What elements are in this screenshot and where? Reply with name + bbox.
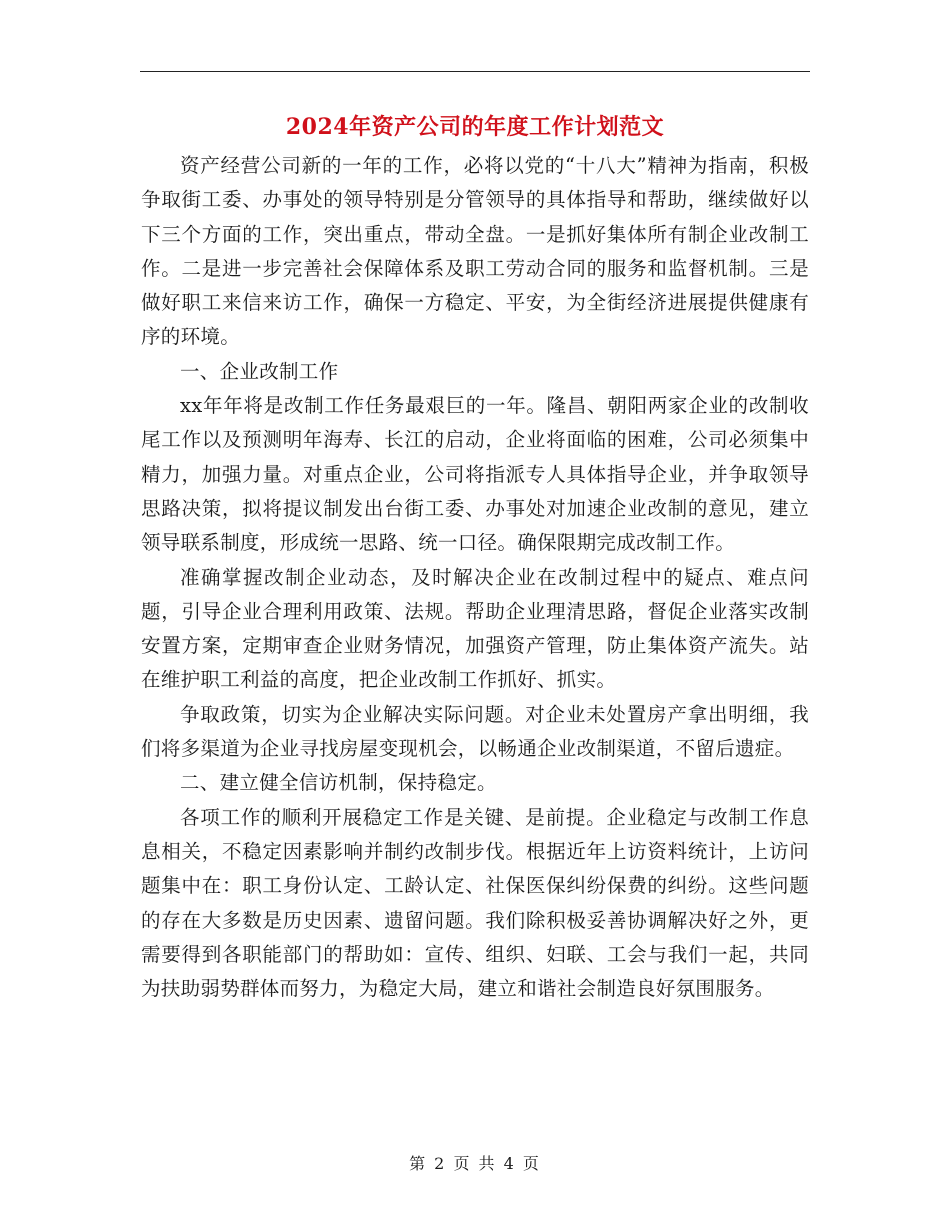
section-heading-petition: 二、建立健全信访机制，保持稳定。: [180, 771, 497, 795]
paragraph-intro: 资产经营公司新的一年的工作，必将以党的“十八大”精神为指南，积极争取街工委、办事处的领导特别是分管领导的具体指导和帮助，继续做好以下三个方面的工作，突出重点，带动全盘。一是抓好集体所有制企业改制工作。二是进一步完善社会保障体系及职工劳动合同的服务和监督机制。三是做好职工来信来访工作，确保一方稳定、平安，为全街经济进展提供健康有序的环境。: [141, 154, 809, 349]
paragraph-reform-dynamics: 准确掌握改制企业动态，及时解决企业在改制过程中的疑点、难点问题，引导企业合理利用政策、法规。帮助企业理清思路，督促企业落实改制安置方案，定期审查企业财务情况，加强资产管理，防止集体资产流失。站在维护职工利益的高度，把企业改制工作抓好、抓实。: [141, 565, 809, 692]
page-number-footer: 第 2 页 共 4 页: [409, 1154, 541, 1173]
paragraph-policy: 争取政策，切实为企业解决实际问题。对企业未处置房产拿出明细，我们将多渠道为企业寻找房屋变现机会，以畅通企业改制渠道，不留后遗症。: [141, 702, 809, 761]
header-rule: [140, 71, 810, 72]
section-heading-reform: 一、企业改制工作: [180, 359, 339, 383]
document-title: 2024年资产公司的年度工作计划范文: [285, 114, 665, 140]
paragraph-stability: 各项工作的顺利开展稳定工作是关键、是前提。企业稳定与改制工作息息相关，不稳定因素影响并制约改制步伐。根据近年上访资料统计，上访问题集中在：职工身份认定、工龄认定、社保医保纠纷保费的纠纷。这些问题的存在大多数是历史因素、遗留问题。我们除积极妥善协调解决好之外，更需要得到各职能部门的帮助如：宣传、组织、妇联、工会与我们一起，共同为扶助弱势群体而努力，为稳定大局，建立和谐社会制造良好氛围服务。: [141, 805, 809, 1001]
document-body: [141, 149, 809, 1006]
paragraph-reform-task: xx年年将是改制工作任务最艰巨的一年。隆昌、朝阳两家企业的改制收尾工作以及预测明年海寿、长江的启动，企业将面临的困难，公司必须集中精力，加强力量。对重点企业，公司将指派专人具体指导企业，并争取领导思路决策，拟将提议制发出台街工委、办事处对加速企业改制的意见，建立领导联系制度，形成统一思路、统一口径。确保限期完成改制工作。: [141, 394, 809, 555]
